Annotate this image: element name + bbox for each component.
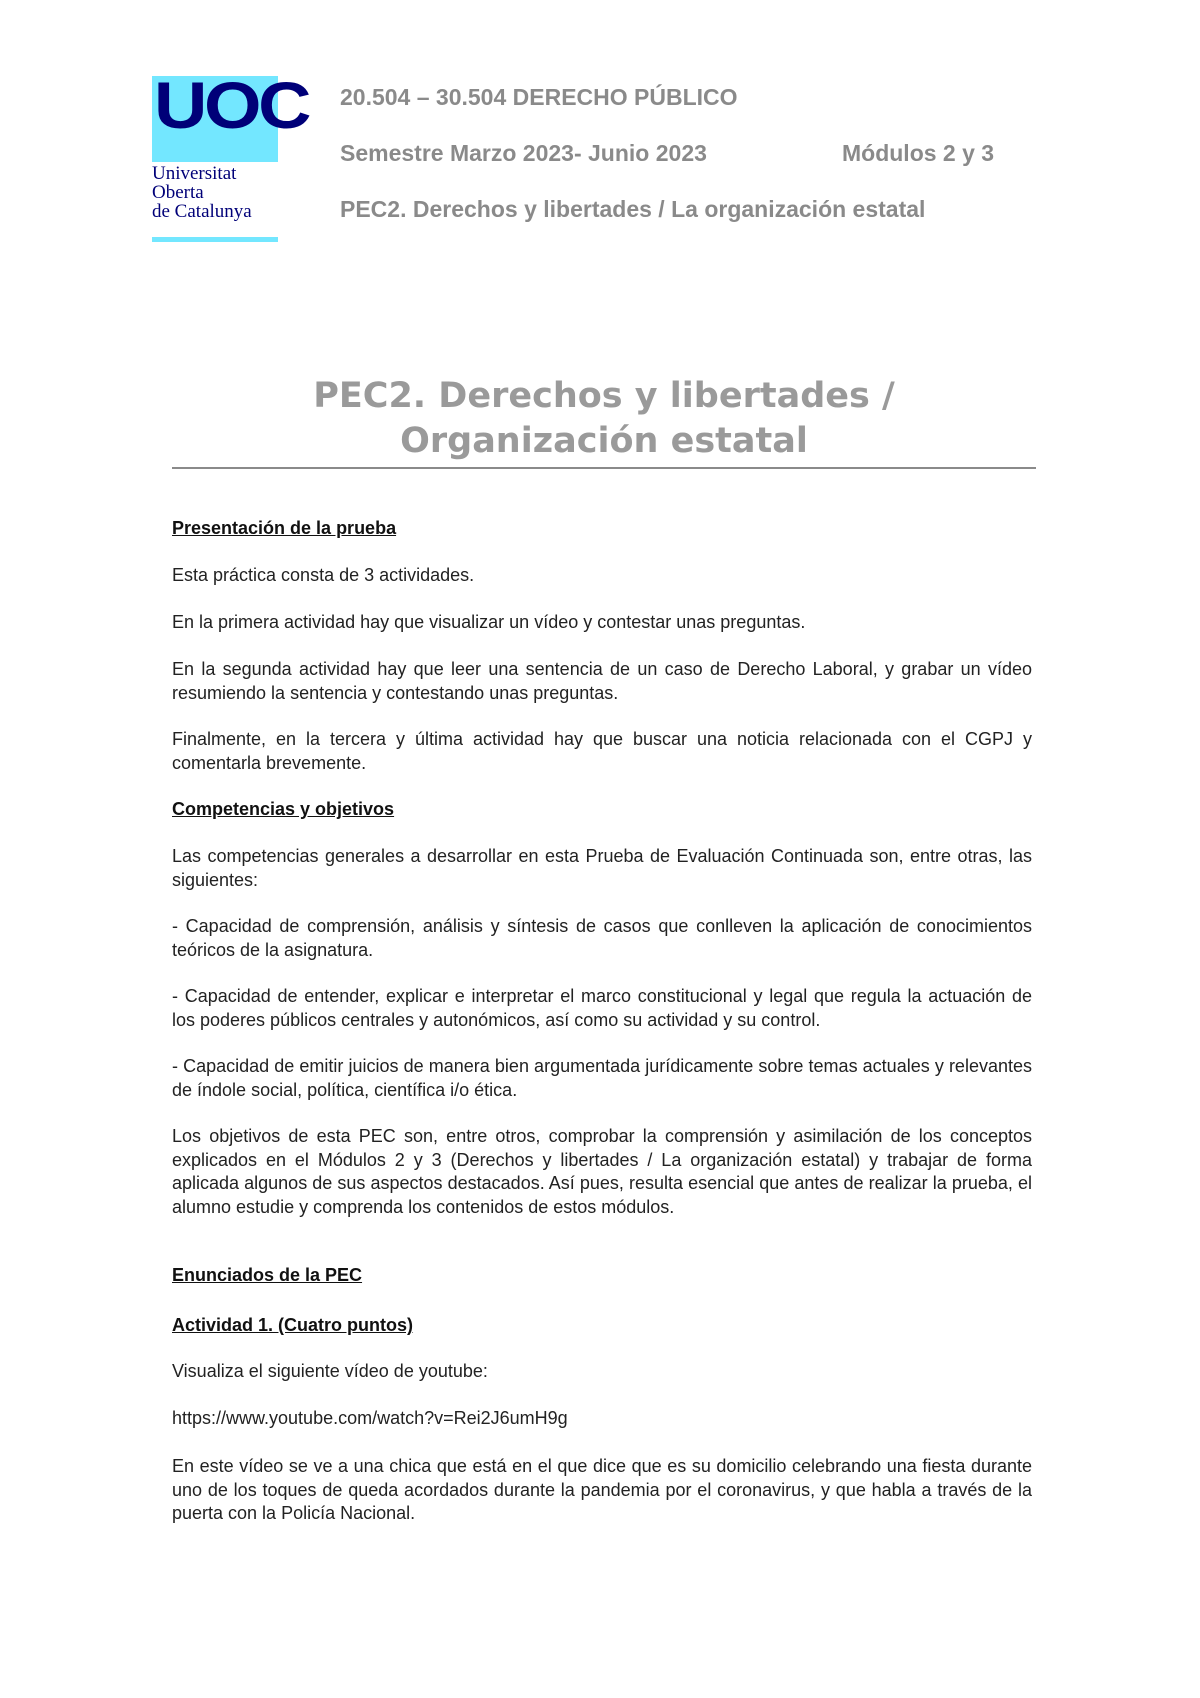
activity-1-intro: Visualiza el siguiente vídeo de youtube: <box>172 1361 488 1381</box>
semester: Semestre Marzo 2023- Junio 2023 <box>340 140 707 166</box>
presentation-paragraph-4: Finalmente, en la tercera y última actividad hay que buscar una noticia relacionada con el CGPJ y comentarla brevemente. <box>172 729 1032 773</box>
activity-1-description: En este vídeo se ve a una chica que está en el que dice que es su domicilio celebrando una fiesta durante uno de los toques de queda acordados durante la pandemia por el coronavirus, y que habla a través de la puerta con la Policía Nacional. <box>172 1456 1032 1523</box>
logo-mark: UOC <box>154 68 309 142</box>
presentation-paragraph-2: En la primera actividad hay que visualizar un vídeo y contestar unas preguntas. <box>172 612 806 632</box>
logo-underline <box>152 237 278 242</box>
logo-mark-box <box>152 68 309 162</box>
objectives-paragraph: Los objetivos de esta PEC son, entre otros, comprobar la comprensión y asimilación de los conceptos explicados en el Módulos 2 y 3 (Derechos y libertades / La organización estatal) y trabajar de forma aplicada algunos de sus aspectos destacados. Así pues, resulta esencial que antes de realizar la prueba, el alumno estudie y comprenda los contenidos de estos módulos. <box>172 1126 1032 1217</box>
logo-wordmark <box>152 164 282 221</box>
youtube-link[interactable]: https://www.youtube.com/watch?v=Rei2J6umH9g <box>172 1408 568 1428</box>
title-divider <box>172 467 1036 469</box>
document-title <box>172 374 1036 464</box>
logo-line-1: Universitat <box>152 163 237 184</box>
presentation-heading: Presentación de la prueba <box>172 518 397 538</box>
activity-1-heading: Actividad 1. (Cuatro puntos) <box>172 1315 414 1335</box>
title-line-2: Organización estatal <box>400 421 808 461</box>
statements-heading: Enunciados de la PEC <box>172 1265 363 1285</box>
presentation-paragraph-3: En la segunda actividad hay que leer una sentencia de un caso de Derecho Laboral, y grabar un vídeo resumiendo la sentencia y contestando unas preguntas. <box>172 659 1032 703</box>
title-line-1: PEC2. Derechos y libertades / <box>313 376 895 416</box>
competencies-paragraph-3: - Capacidad de entender, explicar e interpretar el marco constitucional y legal que regula la actuación de los poderes públicos centrales y autonómicos, así como su actividad y su control. <box>172 986 1032 1030</box>
course-code: 20.504 – 30.504 DERECHO PÚBLICO <box>340 84 738 110</box>
competencies-heading: Competencias y objetivos <box>172 799 395 819</box>
uoc-logo <box>152 68 309 244</box>
competencies-paragraph-1: Las competencias generales a desarrollar en esta Prueba de Evaluación Continuada son, entre otras, las siguientes: <box>172 846 1032 890</box>
competencies-paragraph-2: - Capacidad de comprensión, análisis y síntesis de casos que conlleven la aplicación de conocimientos teóricos de la asignatura. <box>172 916 1032 960</box>
logo-line-3: de Catalunya <box>152 201 252 222</box>
logo-line-2: Oberta <box>152 182 204 203</box>
competencies-paragraph-4: - Capacidad de emitir juicios de manera bien argumentada jurídicamente sobre temas actuales y relevantes de índole social, política, científica i/o ética. <box>172 1056 1032 1100</box>
presentation-paragraph-1: Esta práctica consta de 3 actividades. <box>172 565 475 585</box>
pec-subtitle: PEC2. Derechos y libertades / La organización estatal <box>340 196 926 222</box>
modules: Módulos 2 y 3 <box>842 140 995 166</box>
